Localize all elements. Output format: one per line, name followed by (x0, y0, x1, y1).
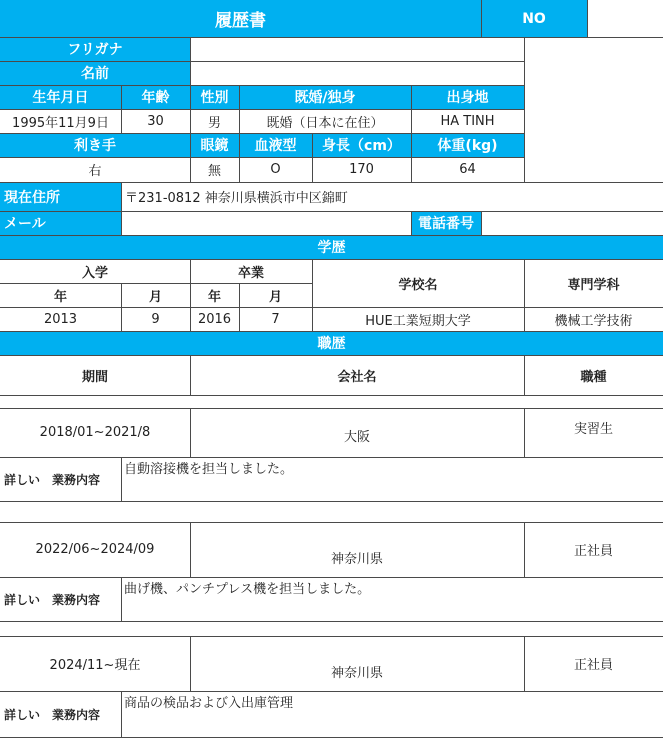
detail-label: 詳しい 業務内容 (4, 472, 101, 487)
name-field[interactable] (190, 61, 524, 85)
phone-field[interactable] (481, 211, 663, 235)
hand-label: 利き手 (0, 133, 190, 157)
glasses-value: 無 (207, 164, 221, 179)
major-label: 専門学科 (567, 277, 620, 293)
career-detail: 商品の検品および入出庫管理 (124, 696, 294, 711)
address-label: 現在住所 (0, 182, 121, 211)
address-value: 〒231-0812 神奈川県横浜市中区錦町 (125, 191, 348, 206)
school-label: 学校名 (398, 277, 438, 293)
birth-value: 1995年11月9日 (12, 115, 109, 131)
detail-label: 詳しい 業務内容 (4, 707, 101, 722)
age-label: 年齢 (121, 85, 190, 109)
school-value: HUE工業短期大学 (365, 313, 471, 329)
major-value: 機械工学技術 (554, 313, 633, 329)
enter-year-value: 2013 (43, 311, 78, 327)
enter-month-value: 9 (151, 311, 160, 327)
gender-value: 男 (207, 115, 221, 131)
enter-label: 入学 (81, 265, 108, 281)
career-company: 大阪 (343, 430, 370, 445)
weight-label: 体重(kg) (411, 133, 524, 157)
enter-month-label: 月 (148, 289, 162, 305)
height-label: 身長（cm） (312, 133, 411, 157)
career-company: 神奈川県 (330, 552, 383, 567)
furigana-field[interactable] (190, 37, 524, 61)
career-period: 2022/06~2024/09 (35, 542, 155, 557)
job-label: 職種 (580, 369, 607, 385)
grad-month-value: 7 (271, 311, 280, 327)
no-label: NO (481, 0, 587, 37)
birth-label: 生年月日 (0, 85, 121, 109)
blood-label: 血液型 (239, 133, 312, 157)
origin-label: 出身地 (411, 85, 524, 109)
page-title: 履歴書 (0, 0, 481, 37)
furigana-label: フリガナ (0, 37, 190, 61)
career-job: 正社員 (573, 658, 613, 673)
glasses-label: 眼鏡 (190, 133, 239, 157)
career-period: 2018/01~2021/8 (39, 425, 151, 440)
height-value: 170 (349, 162, 374, 177)
mail-field[interactable] (121, 211, 411, 235)
no-field[interactable] (587, 0, 663, 37)
grad-label: 卒業 (237, 265, 264, 281)
grad-month-label: 月 (268, 289, 282, 305)
enter-year-label: 年 (53, 289, 67, 305)
career-section-header: 職歴 (0, 331, 663, 355)
career-period: 2024/11~現在 (49, 658, 141, 673)
career-job: 正社員 (573, 544, 613, 559)
phone-label: 電話番号 (411, 211, 481, 235)
period-label: 期間 (81, 369, 108, 385)
marital-value: 既婚（日本に在住） (266, 115, 384, 131)
photo-area (524, 37, 663, 182)
marital-label: 既婚/独身 (239, 85, 411, 109)
career-job: 実習生 (573, 422, 613, 437)
origin-value: HA TINH (440, 113, 495, 129)
name-label: 名前 (0, 61, 190, 85)
education-section-header: 学歴 (0, 235, 663, 259)
grad-year-value: 2016 (197, 311, 232, 327)
grad-year-label: 年 (207, 289, 221, 305)
gender-label: 性別 (190, 85, 239, 109)
mail-label: メール (0, 211, 121, 235)
career-detail: 自動溶接機を担当しました。 (124, 462, 294, 477)
career-company: 神奈川県 (330, 666, 383, 681)
weight-value: 64 (459, 162, 476, 177)
detail-label: 詳しい 業務内容 (4, 592, 101, 607)
company-label: 会社名 (337, 369, 377, 385)
career-detail: 曲げ機、パンチプレス機を担当しました。 (124, 582, 371, 597)
hand-value: 右 (88, 164, 102, 179)
age-value: 30 (147, 113, 164, 129)
blood-value: O (270, 162, 281, 177)
